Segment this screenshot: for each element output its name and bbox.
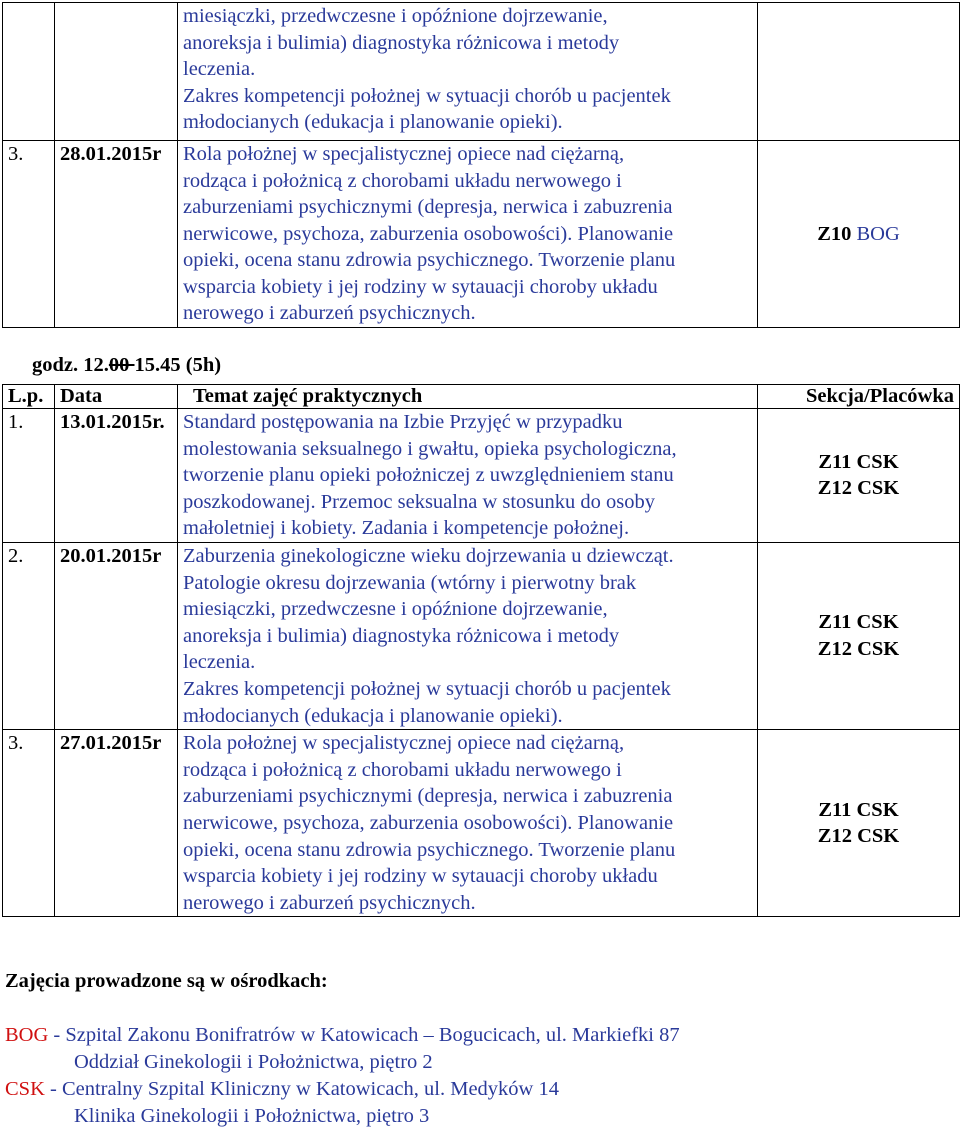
location-bog: BOG - Szpital Zakonu Bonifratrów w Katowicach – Bogucicach, ul. Markiefki 87	[5, 1024, 680, 1046]
row-topic: Rola położnej w specjalistycznej opiece nad ciężarną, rodząca i położnicą z chorobami układu nerwowego i zaburzeniami psychicznymi (depresja, nerwica i zabuzrenia nerwicowe, psychoza, zaburzenia osobowości). Planowanie opieki, ocena stanu zdrowia psychicznego. Tworzenie planu wsparcia kobiety i jej rodziny w sytauacji choroby układu nerowego i zaburzeń psychicznych.	[178, 730, 758, 917]
row-topic: Standard postępowania na Izbie Przyjęć w przypadku molestowania seksualnego i gwałtu, opieka psychologiczna, tworzenie planu opieki położniczej z uwzględnieniem stanu poszkodowanej. Przemoc seksualna w stosunku do osoby małoletniej i kobiety. Zadania i kompetencje położnej.	[178, 409, 758, 543]
location-bog-department: Oddział Ginekologii i Położnictwa, piętro 2	[74, 1051, 433, 1073]
row-topic: miesiączki, przedwczesne i opóźnione dojrzewanie, anoreksja i bulimia) diagnostyka różnicowa i metody leczenia. Zakres kompetencji położnej w sytuacji chorób u pacjentek młodocianych (edukacja i planowanie opieki).	[178, 3, 758, 141]
row-place: Z11 CSK Z12 CSK	[758, 730, 960, 917]
header-topic: Temat zajęć praktycznych	[178, 385, 758, 409]
row-date: 27.01.2015r	[55, 730, 178, 917]
row-date: 13.01.2015r.	[55, 409, 178, 543]
table-row	[3, 141, 960, 328]
header-place: Sekcja/Placówka	[758, 385, 960, 409]
table-row	[3, 542, 960, 729]
schedule-table	[2, 384, 960, 917]
row-place: Z11 CSK Z12 CSK	[758, 409, 960, 543]
row-place: Z11 CSK Z12 CSK	[758, 542, 960, 729]
table-row	[3, 3, 960, 141]
table-row	[3, 409, 960, 543]
table-row	[3, 730, 960, 917]
row-place	[758, 3, 960, 141]
locations-heading: Zajęcia prowadzone są w ośrodkach:	[5, 970, 328, 992]
row-lp: 1.	[3, 409, 55, 543]
schedule-table-continued	[2, 2, 960, 328]
row-date: 28.01.2015r	[55, 141, 178, 328]
row-topic: Rola położnej w specjalistycznej opiece nad ciężarną, rodząca i położnicą z chorobami układu nerwowego i zaburzeniami psychicznymi (depresja, nerwica i zabuzrenia nerwicowe, psychoza, zaburzenia osobowości). Planowanie opieki, ocena stanu zdrowia psychicznego. Tworzenie planu wsparcia kobiety i jej rodziny w sytauacji choroby układu nerowego i zaburzeń psychicznych.	[178, 141, 758, 328]
row-date	[55, 3, 178, 141]
row-place: Z10 BOG	[758, 141, 960, 328]
table-header-row	[3, 385, 960, 409]
location-csk-department: Klinika Ginekologii i Położnictwa, piętro 3	[74, 1105, 430, 1127]
row-topic: Zaburzenia ginekologiczne wieku dojrzewania u dziewcząt. Patologie okresu dojrzewania (wtórny i pierwotny brak miesiączki, przedwczesne i opóźnione dojrzewanie, anoreksja i bulimia) diagnostyka różnicowa i metody leczenia. Zakres kompetencji położnej w sytuacji chorób u pacjentek młodocianych (edukacja i planowanie opieki).	[178, 542, 758, 729]
hours-label: godz. 12.00 15.45 (5h)	[32, 354, 222, 376]
location-csk: CSK - Centralny Szpital Kliniczny w Katowicach, ul. Medyków 14	[5, 1078, 559, 1100]
row-lp: 2.	[3, 542, 55, 729]
row-date: 20.01.2015r	[55, 542, 178, 729]
header-date: Data	[55, 385, 178, 409]
row-lp	[3, 3, 55, 141]
header-lp: L.p.	[3, 385, 55, 409]
row-lp: 3.	[3, 730, 55, 917]
row-lp: 3.	[3, 141, 55, 328]
